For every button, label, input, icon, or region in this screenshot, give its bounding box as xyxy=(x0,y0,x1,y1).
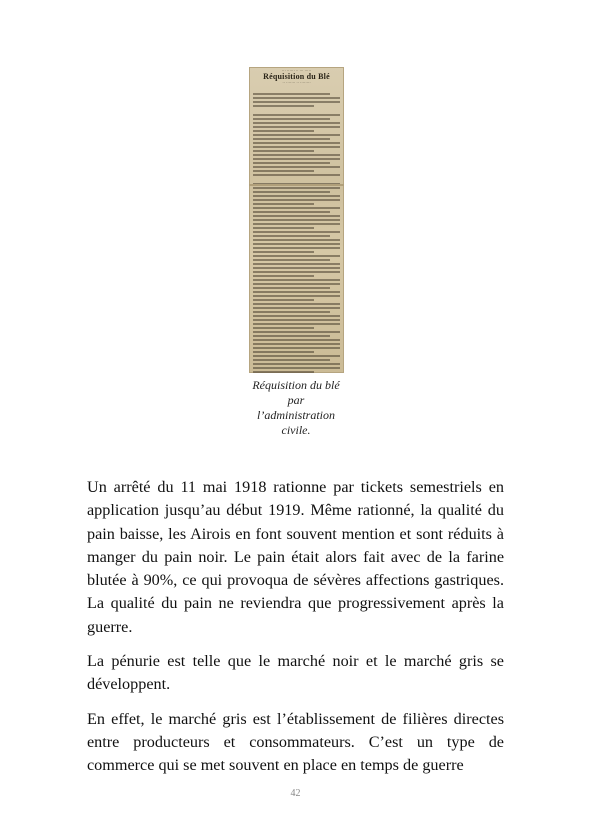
body-text xyxy=(87,476,504,778)
figure-caption xyxy=(235,378,357,438)
caption-line: civile. xyxy=(281,423,311,437)
caption-line: l’administration xyxy=(256,408,335,422)
clipping-fold xyxy=(249,184,344,186)
caption-line: par xyxy=(287,393,305,407)
clipping-text-lines xyxy=(253,93,340,373)
page-number: 42 xyxy=(290,788,301,799)
paragraph: La pénurie est telle que le marché noir et le marché gris se développent. xyxy=(87,652,504,694)
paragraph: En effet, le marché gris est l’établissement de filières directes entre producteurs et consommateurs. C’est un type de commerce qui se met souvent en place en temps de guerre xyxy=(87,709,504,775)
paragraph: Un arrêté du 11 mai 1918 rationne par tickets semestriels en application jusqu’au début 1919. Même rationné, la qualité du pain baisse, les Airois en font souvent mention et sont réduits à manger du pain noir. Le pain était alors fait avec de la farine blutée à 90%, ce qui provoqua de sévères affections gastriques. La qualité du pain ne reviendra que progressivement après la guerre. xyxy=(87,478,504,636)
caption-line: Réquisition du blé xyxy=(252,378,340,392)
newspaper-clipping-image xyxy=(249,67,344,373)
clipping-heading: ··· ······ ·· ··· ····· Réquisition du Blé ·· ······· ·· ········ xyxy=(263,68,330,85)
